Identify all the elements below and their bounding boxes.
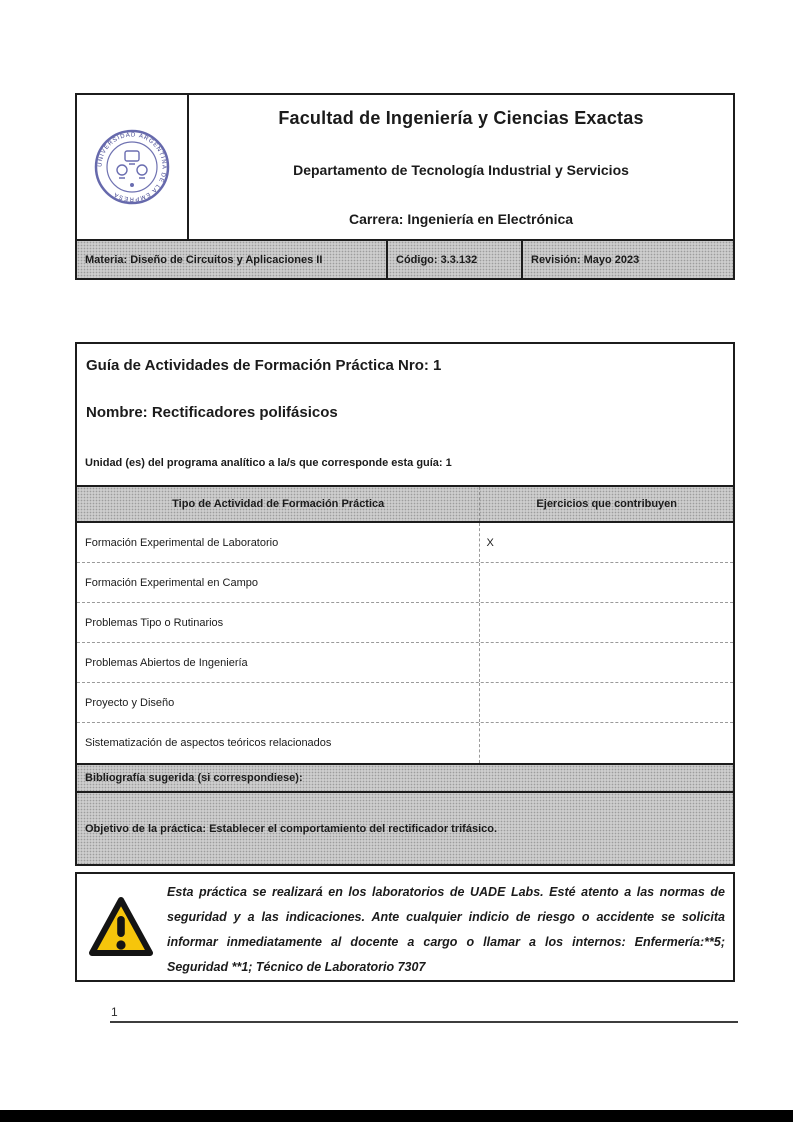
ejercicios-cell <box>480 683 733 722</box>
seal-emblem <box>117 151 147 186</box>
guide-title: Guía de Actividades de Formación Práctica Nro: 1 <box>86 357 442 374</box>
ejercicios-cell <box>480 723 733 763</box>
svg-text:UNIVERSIDAD ARGENTINA DE LA EM <box>97 132 166 201</box>
table-row <box>77 563 733 603</box>
table-row <box>77 523 733 563</box>
table-row <box>77 683 733 723</box>
ejercicios-cell <box>480 603 733 642</box>
warning-box <box>75 872 735 982</box>
header-text-cell <box>189 95 733 239</box>
guide-unit: Unidad (es) del programa analítico a la/s que corresponde esta guía: 1 <box>85 457 452 469</box>
guide-head <box>77 344 733 485</box>
materia-cell: Materia: Diseño de Circuitos y Aplicaciones II <box>85 253 323 266</box>
warning-icon-cell <box>77 874 165 980</box>
tipo-cell: Formación Experimental de Laboratorio <box>77 523 480 562</box>
logo-cell <box>77 95 189 239</box>
ejercicios-cell <box>480 563 733 602</box>
tipo-cell: Problemas Abiertos de Ingeniería <box>77 643 480 682</box>
activity-table-header <box>77 485 733 523</box>
guide-name: Nombre: Rectificadores polifásicos <box>86 404 338 421</box>
table-row <box>77 643 733 683</box>
header-table <box>75 93 735 280</box>
codigo-cell: Código: 3.3.132 <box>386 241 521 278</box>
header-top-row <box>77 95 733 239</box>
university-seal-icon <box>92 127 172 207</box>
table-row <box>77 603 733 643</box>
department-title: Departamento de Tecnología Industrial y Servicios <box>293 162 629 178</box>
footer-divider-line <box>110 1021 738 1023</box>
ejercicios-cell <box>480 643 733 682</box>
seal-ring-text: UNIVERSIDAD ARGENTINA DE LA EMPRESA <box>97 132 167 202</box>
bibliography-bar: Bibliografía sugerida (si correspondiese): <box>77 763 733 793</box>
activity-table-header-tipo: Tipo de Actividad de Formación Práctica <box>77 487 480 521</box>
bottom-black-bar <box>0 1110 793 1122</box>
tipo-cell: Sistematización de aspectos teóricos relacionados <box>77 723 480 763</box>
materia-row <box>77 239 733 278</box>
tipo-cell: Proyecto y Diseño <box>77 683 480 722</box>
tipo-cell: Problemas Tipo o Rutinarios <box>77 603 480 642</box>
guide-box <box>75 342 735 866</box>
warning-text: Esta práctica se realizará en los laboratorios de UADE Labs. Esté atento a las normas de seguridad y a las indicaciones. Ante cualquier indicio de riesgo o accidente se solicita informar inmediatamente al docente a cargo o llamar a los internos: Enfermería:**5; Seguridad **1; Técnico de Laboratorio 7307 <box>167 885 725 974</box>
objective-box: Objetivo de la práctica: Establecer el comportamiento del rectificador trifásico. <box>77 793 733 864</box>
career-title: Carrera: Ingeniería en Electrónica <box>348 211 574 227</box>
page-number: 1 <box>111 1005 118 1019</box>
activity-table-header-ejercicios: Ejercicios que contribuyen <box>536 498 678 510</box>
tipo-cell: Formación Experimental en Campo <box>77 563 480 602</box>
revision-cell: Revisión: Mayo 2023 <box>521 241 733 278</box>
activity-table-body <box>77 523 733 763</box>
table-row <box>77 723 733 763</box>
warning-triangle-icon <box>88 895 154 959</box>
faculty-title: Facultad de Ingeniería y Ciencias Exactas <box>278 108 644 128</box>
ejercicios-cell: X <box>486 536 494 549</box>
